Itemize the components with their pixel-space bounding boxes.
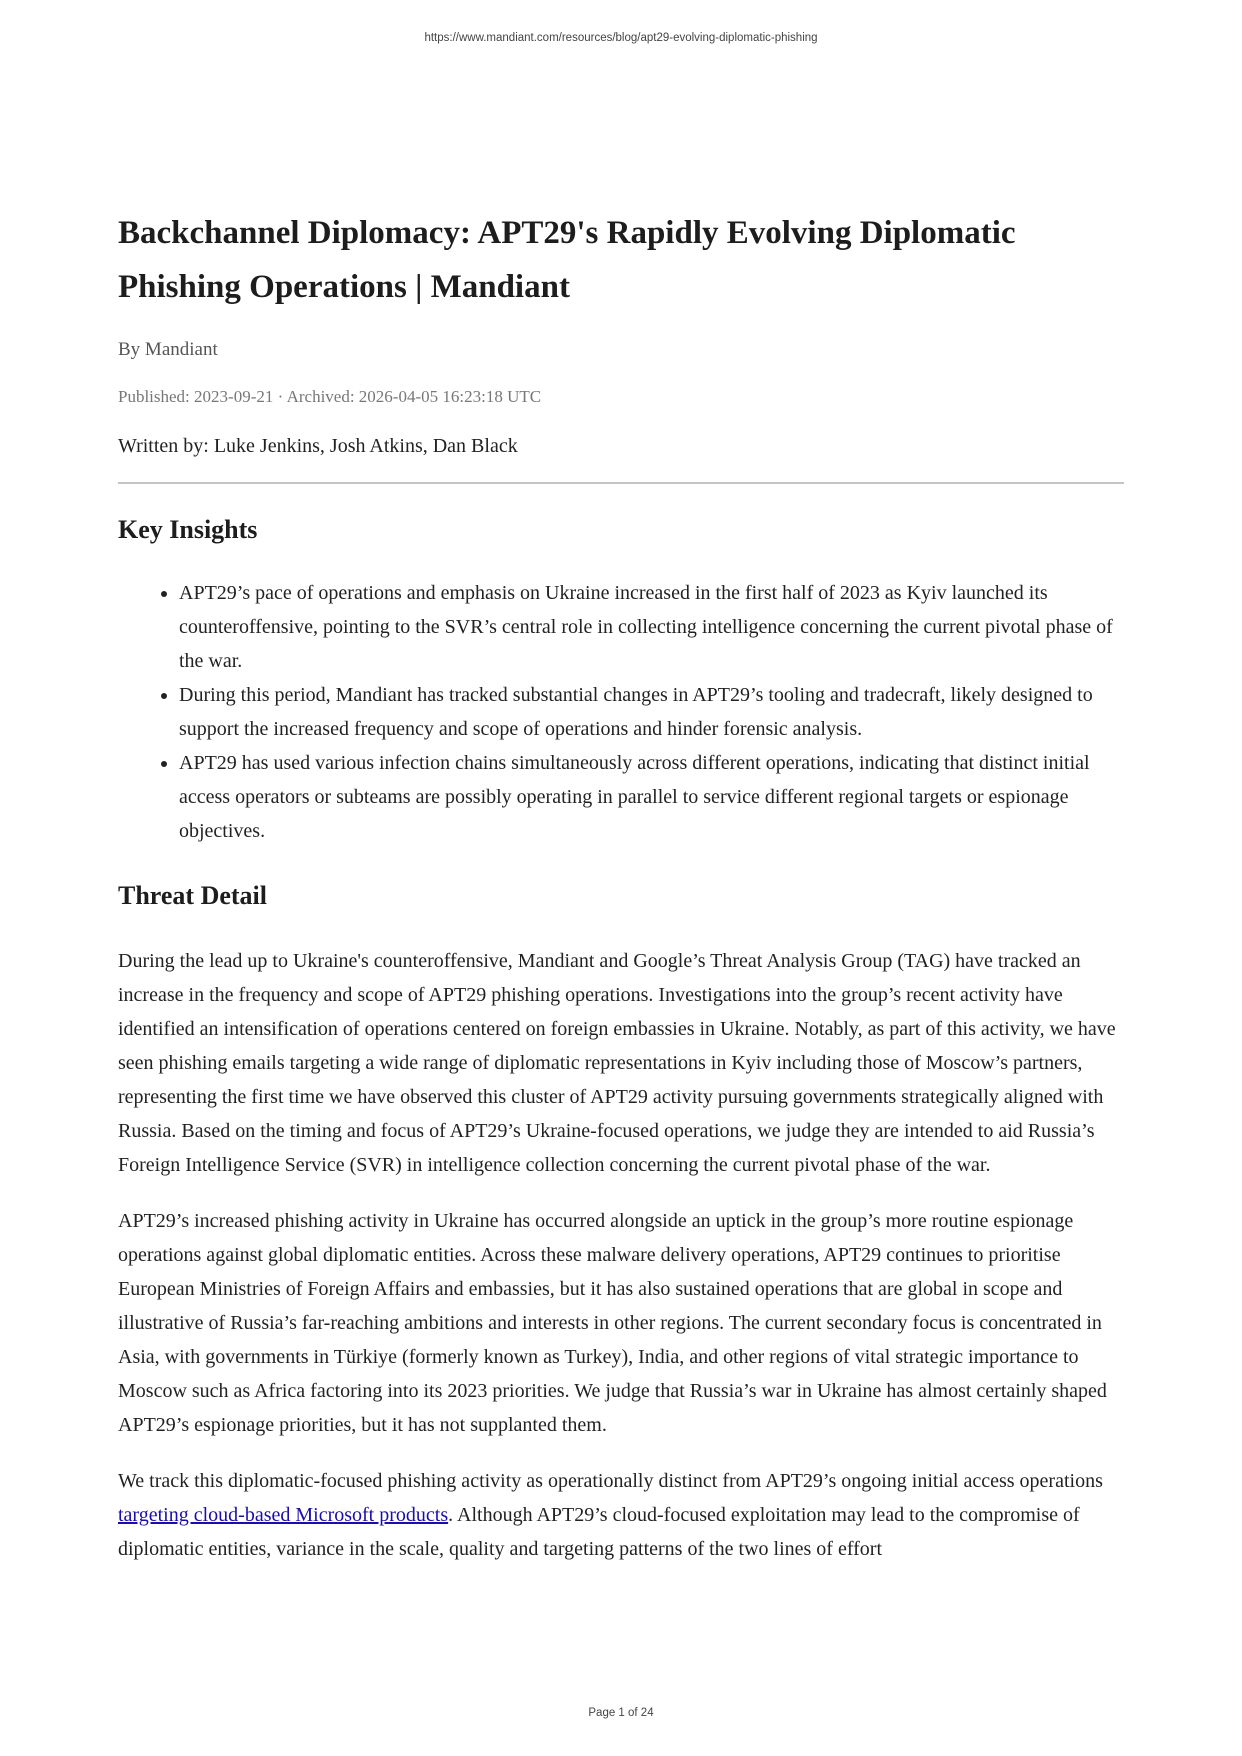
section-heading-key-insights: Key Insights	[118, 515, 258, 544]
byline: By Mandiant	[118, 339, 218, 360]
page-number: Page 1 of 24	[588, 1707, 654, 1719]
paragraph	[118, 1464, 1124, 1566]
cloud-microsoft-link[interactable]: targeting cloud-based Microsoft products	[118, 1504, 449, 1526]
key-insights-list	[118, 576, 1124, 848]
divider	[118, 482, 1124, 484]
list-item: • During this period, Mandiant has tracked substantial changes in APT29’s tooling and tradecraft, likely designed to support the increased frequency and scope of operations and hinder forensic analysis.	[179, 678, 1124, 746]
list-item: • APT29 has used various infection chains simultaneously across different operations, indicating that distinct initial access operators or subteams are possibly operating in parallel to service different regional targets or espionage objectives.	[179, 746, 1124, 848]
paragraph-text: . Although APT29’s cloud-focused exploitation may lead to the compromise of diplomatic entities, variance in the scale, quality and targeting patterns of the two lines of effort	[118, 1504, 1080, 1560]
article	[118, 206, 1124, 1566]
article-title: Backchannel Diplomacy: APT29's Rapidly Evolving Diplomatic Phishing Operations | Mandiant	[118, 215, 1016, 305]
paragraph: APT29’s increased phishing activity in Ukraine has occurred alongside an uptick in the group’s more routine espionage operations against global diplomatic entities. Across these malware delivery operations, APT29 continues to prioritise European Ministries of Foreign Affairs and embassies, but it has also sustained operations that are global in scope and illustrative of Russia’s far-reaching ambitions and interests in other regions. The current secondary focus is concentrated in Asia, with governments in Türkiye (formerly known as Turkey), India, and other regions of vital strategic importance to Moscow such as Africa factoring into its 2023 priorities. We judge that Russia’s war in Ukraine has almost certainly shaped APT29’s espionage priorities, but it has not supplanted them.	[118, 1210, 1107, 1436]
paragraph-text: We track this diplomatic-focused phishing activity as operationally distinct from APT29’s ongoing initial access operations	[118, 1470, 1103, 1492]
list-item: • APT29’s pace of operations and emphasis on Ukraine increased in the first half of 2023 as Kyiv launched its counteroffensive, pointing to the SVR’s central role in collecting intelligence concerning the current pivotal phase of the war.	[179, 576, 1124, 678]
section-heading-threat-detail: Threat Detail	[118, 881, 267, 910]
published-date: Published: 2023-09-21 · Archived: 2026-04-05 16:23:18 UTC	[118, 387, 542, 406]
page-url: https://www.mandiant.com/resources/blog/apt29-evolving-diplomatic-phishing	[424, 32, 818, 44]
paragraph: During the lead up to Ukraine's counteroffensive, Mandiant and Google’s Threat Analysis Group (TAG) have tracked an increase in the frequency and scope of APT29 phishing operations. Investigations into the group’s recent activity have identified an intensification of operations centered on foreign embassies in Ukraine. Notably, as part of this activity, we have seen phishing emails targeting a wide range of diplomatic representations in Kyiv including those of Moscow’s partners, representing the first time we have observed this cluster of APT29 activity pursuing governments strategically aligned with Russia. Based on the timing and focus of APT29’s Ukraine-focused operations, we judge they are intended to aid Russia’s Foreign Intelligence Service (SVR) in intelligence collection concerning the current pivotal phase of the war.	[118, 950, 1116, 1176]
authors: Written by: Luke Jenkins, Josh Atkins, Dan Black	[118, 435, 518, 457]
